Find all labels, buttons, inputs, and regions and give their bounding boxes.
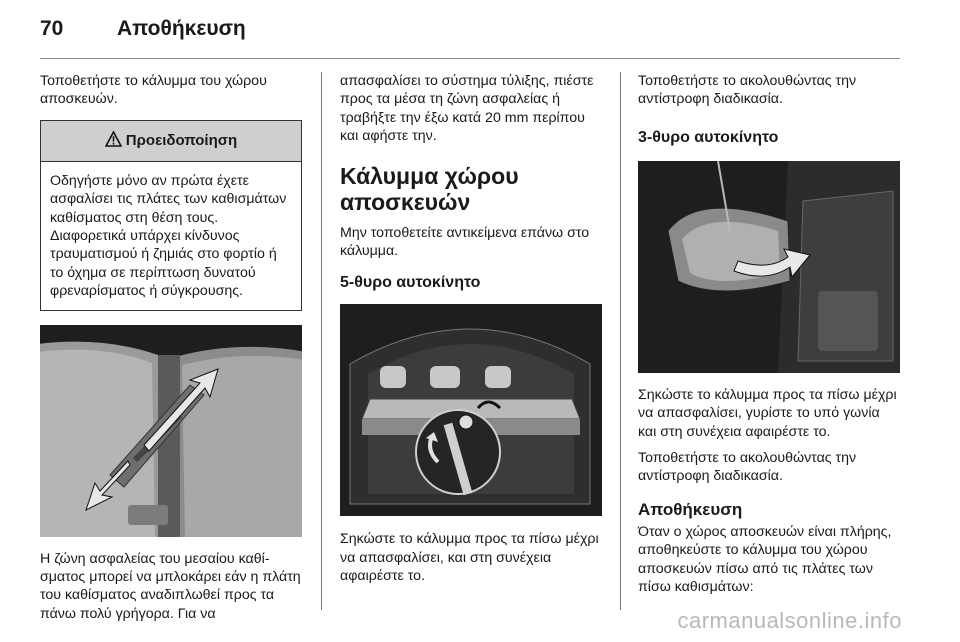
continuation-text: απασφαλίσει το σύστημα τύλιξης, πιέστε προς τα μέσα τη ζώνη ασφαλείας ή τραβήξτε την έξω κατά 20 mm περίπου και αφήστε την. — [340, 73, 594, 145]
note-text: Μην τοποθετείτε αντικείμενα επάνω στο κάλυμμα. — [340, 224, 590, 260]
header-rule — [40, 58, 900, 59]
warning-triangle-icon — [105, 131, 122, 151]
warning-title: Προειδοποίηση — [125, 132, 238, 150]
warning-box — [40, 120, 302, 311]
intro-text: Τοποθετήστε το κάλυμμα του χώρου αποσκευών. — [40, 73, 267, 108]
three-door-text: Σηκώστε το κάλυμμα προς τα πίσω μέχρι να απασφαλίσει, γυρίστε το υπό γωνία και στη συνέχεια αφαιρέστε το. — [638, 386, 897, 440]
column-divider — [620, 72, 621, 610]
seatbelt-text: Η ζώνη ασφαλείας του μεσαίου καθίσματος μπορεί να μπλοκάρει εάν η πλάτη του καθίσματος αναδιπλωθεί προς τα πάνω πολύ γρήγορα. Για να — [40, 550, 301, 622]
column-2 — [340, 72, 602, 586]
seatbelt-illustration — [40, 325, 302, 537]
storage-heading: Αποθήκευση — [638, 499, 743, 519]
five-door-illustration — [340, 304, 602, 516]
subheading-5-door: 5-θυρο αυτοκίνητο — [340, 274, 481, 292]
page-title: Αποθήκευση — [117, 17, 246, 40]
storage-text: Όταν ο χώρος αποσκευών είναι πλήρης, αποθηκεύστε το κάλυμμα του χώρου αποσκευών πίσω από τις πλάτες των πίσω καθισμάτων: — [638, 523, 892, 596]
page-number: 70 — [40, 17, 64, 40]
three-door-illustration — [638, 161, 900, 373]
subheading-3-door: 3-θυρο αυτοκίνητο — [638, 128, 779, 146]
reverse-procedure-text: Τοποθετήστε το ακολουθώντας την αντίστροφη διαδικασία. — [638, 73, 857, 108]
warning-header — [41, 121, 301, 162]
column-3 — [638, 72, 900, 596]
page-header — [0, 0, 960, 60]
warning-text: Οδηγήστε μόνο αν πρώτα έχετε ασφαλίσει τις πλάτες των καθισμάτων καθίσματος στη θέση τους. Διαφορετικά υπάρχει κίνδυνος τραυματισμού ή ζημιάς στο φορτίο ή το όχημα σε περίπτωση δυνατού φρεναρίσματος ή σύγκρουσης. — [50, 172, 287, 300]
five-door-text: Σηκώστε το κάλυμμα προς τα πίσω μέχρι να απασφαλίσει, και στη συνέχεια αφαιρέστε το. — [340, 531, 599, 585]
column-1 — [40, 72, 302, 623]
reverse-procedure-text-2: Τοποθετήστε το ακολουθώντας την αντίστροφη διαδικασία. — [638, 450, 857, 485]
watermark: carmanualsonline.info — [677, 608, 902, 633]
section-heading: Κάλυμμα χώρου αποσκευών — [340, 162, 519, 215]
column-divider — [321, 72, 322, 610]
